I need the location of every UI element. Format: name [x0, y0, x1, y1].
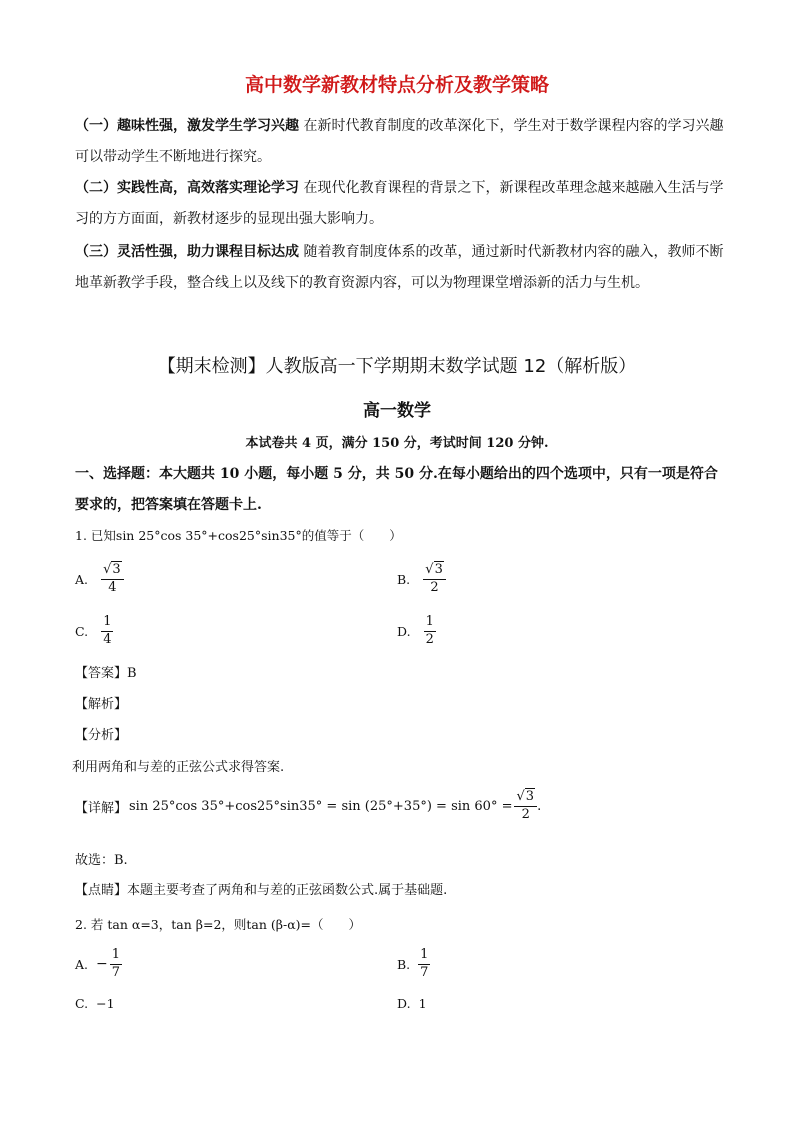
option-label: B. — [397, 956, 411, 972]
numerator: 1 — [418, 948, 430, 965]
option-label: A. — [75, 571, 89, 587]
denominator: 2 — [521, 806, 530, 822]
question-1-stem: 1. 已知sin 25°cos 35°+cos25°sin35°的值等于（ ） — [75, 528, 402, 543]
choose-line: 故选：B. — [75, 853, 128, 868]
detail-line — [75, 790, 541, 823]
fraction — [418, 948, 430, 981]
option-label: D. — [397, 996, 411, 1011]
numerator: 1 — [101, 615, 113, 632]
question-2-option-d — [397, 996, 427, 1011]
option-label: C. — [75, 996, 89, 1011]
fraction — [101, 615, 113, 648]
sqrt-icon: √ — [103, 562, 112, 577]
denominator: 7 — [420, 964, 429, 980]
intro-paragraph-3 — [75, 237, 725, 299]
denominator: 2 — [430, 579, 439, 595]
option-text: −1 — [96, 996, 115, 1011]
comment-line: 【点睛】本题主要考查了两角和与差的正弦函数公式.属于基础题. — [75, 883, 448, 898]
fenxi-label: 【分析】 — [75, 728, 128, 743]
minus-sign: − — [96, 956, 108, 973]
denominator: 4 — [103, 631, 112, 647]
option-text: 1 — [418, 996, 427, 1011]
intro-heading-2: （二）实践性高，高效落实理论学习 — [75, 180, 299, 196]
option-label: D. — [397, 623, 411, 639]
denominator: 2 — [425, 631, 434, 647]
option-label: B. — [397, 571, 411, 587]
intro-heading-1: （一）趣味性强，激发学生学习兴趣 — [75, 118, 299, 134]
intro-body-2: 在现代化教育课程的背景之下，新课程改革理念越来越融入生活与学习的方方面面，新教材逐步的显现出强大影响力。 — [75, 180, 724, 227]
detail-expression: sin 25°cos 35°+cos25°sin35° = sin (25°+35°) = sin 60° = — [129, 798, 513, 814]
question-1-option-a — [75, 563, 124, 596]
fraction — [514, 790, 537, 823]
question-2-option-c — [75, 996, 115, 1011]
denominator: 4 — [108, 579, 117, 595]
fraction — [101, 563, 124, 596]
numerator: 3 — [525, 789, 535, 804]
intro-heading-3: （三）灵活性强，助力课程目标达成 — [75, 244, 299, 260]
question-2-option-b — [397, 948, 430, 981]
question-2-stem: 2. 若 tan α=3，tan β=2，则tan (β-α)=（ ） — [75, 917, 362, 932]
question-1-option-d — [397, 615, 436, 648]
intro-paragraph-2 — [75, 173, 725, 235]
exam-title: 【期末检测】人教版高一下学期期末数学试题 12（解析版） — [157, 356, 637, 377]
detail-label: 【详解】 — [75, 800, 128, 816]
intro-paragraph-1 — [75, 111, 725, 173]
analysis-label: 【解析】 — [75, 697, 128, 712]
option-label: C. — [75, 623, 89, 639]
fenxi-text: 利用两角和与差的正弦公式求得答案. — [72, 760, 285, 775]
numerator: 1 — [110, 948, 122, 965]
intro-body-1: 在新时代教育制度的改革深化下，学生对于数学课程内容的学习兴趣可以带动学生不断地进行探究。 — [75, 118, 724, 165]
exam-notice: 本试卷共 4 页，满分 150 分，考试时间 120 分钟. — [245, 436, 549, 451]
sqrt-icon: √ — [516, 789, 525, 804]
denominator: 7 — [111, 964, 121, 980]
option-label: A. — [75, 956, 89, 972]
question-2-option-a — [75, 948, 122, 981]
detail-end: . — [537, 798, 542, 814]
fraction — [423, 563, 446, 596]
numerator: 3 — [434, 562, 443, 577]
page-title: 高中数学新教材特点分析及教学策略 — [244, 74, 549, 96]
numerator: 3 — [112, 562, 121, 577]
exam-subject: 高一数学 — [363, 401, 431, 421]
section-heading: 一、选择题：本大题共 10 小题，每小题 5 分，共 50 分.在每小题给出的四个选项中，只有一项是符合要求的，把答案填在答题卡上. — [75, 466, 718, 513]
fraction — [424, 615, 436, 648]
sqrt-icon: √ — [425, 562, 434, 577]
numerator: 1 — [424, 615, 436, 632]
question-1-option-b — [397, 563, 446, 596]
fraction — [110, 948, 122, 981]
answer-line: 【答案】B — [75, 666, 137, 681]
question-1-option-c — [75, 615, 113, 648]
intro-body-3: 随着教育制度体系的改革，通过新时代新教材内容的融入，教师不断地革新教学手段，整合线上以及线下的教育资源内容，可以为物理课堂增添新的活力与生机。 — [75, 244, 724, 291]
